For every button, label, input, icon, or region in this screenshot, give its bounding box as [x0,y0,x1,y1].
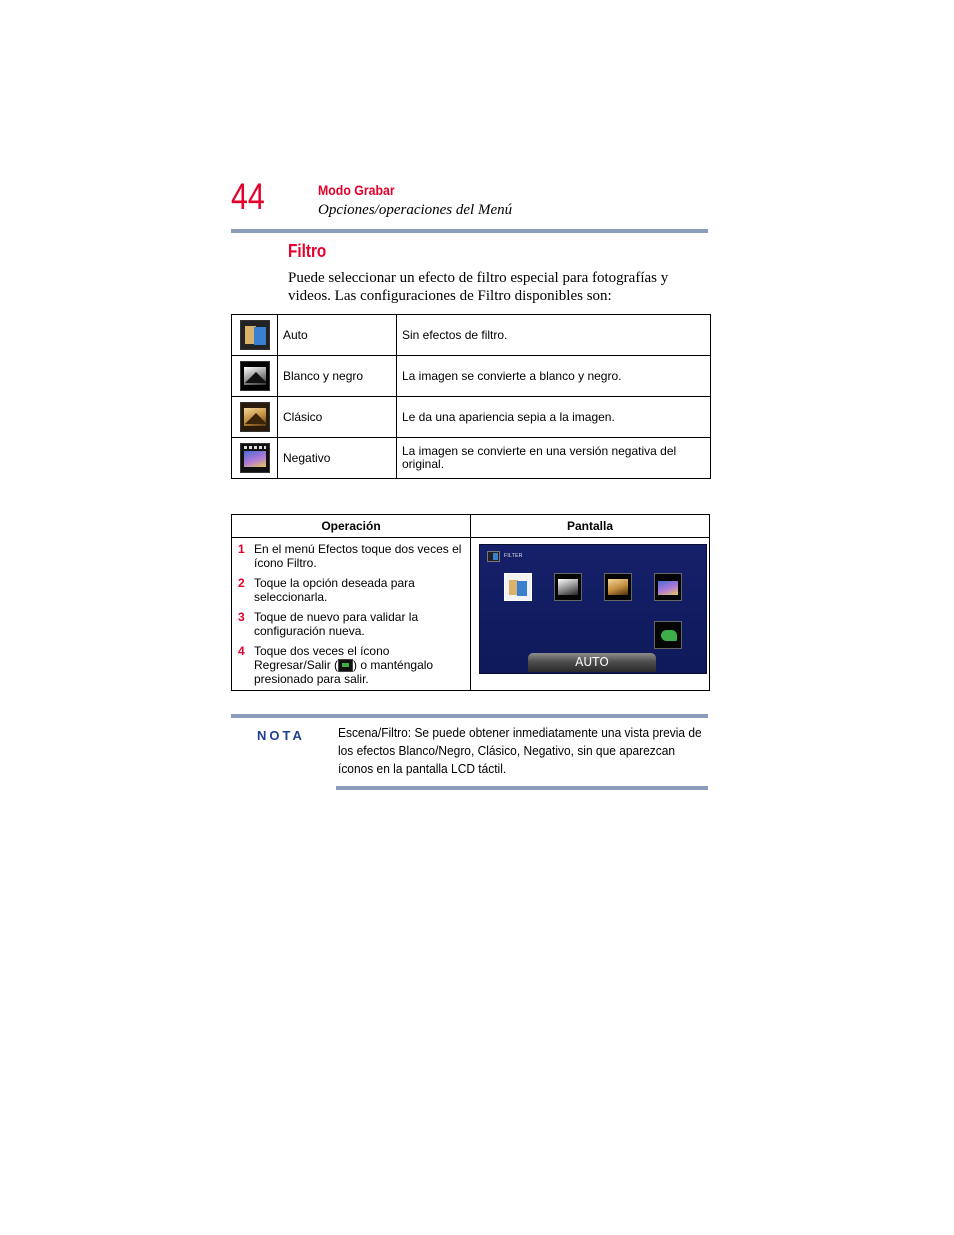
table-row [232,438,711,479]
icon-cell [232,397,278,438]
camera-screen [479,544,707,674]
auto-filter-icon[interactable] [504,573,532,601]
screen-title: FILTER [504,553,523,559]
subsection-title: Opciones/operaciones del Menú [318,202,513,218]
classic-filter-icon [240,402,270,432]
filter-menu-icon [487,551,500,562]
section-title: Modo Grabar [318,182,395,198]
operation-header: Operación [232,515,471,538]
back-exit-icon[interactable] [654,621,682,649]
table-row [232,538,710,691]
back-exit-icon [338,659,353,672]
steps-list [232,538,470,690]
filter-description: Le da una apariencia sepia a la imagen. [397,397,711,438]
table-row [232,315,711,356]
step-text: Toque de nuevo para validar la configuración nueva. [254,610,419,638]
auto-filter-icon [240,320,270,350]
filter-name: Clásico [278,397,397,438]
icon-cell [232,438,278,479]
step-number: 4 [238,644,245,658]
filter-description: La imagen se convierte a blanco y negro. [397,356,711,397]
step-text: Toque dos veces el ícono Regresar/Salir ( [254,644,390,672]
step-text: Toque la opción deseada para seleccionarla. [254,576,415,604]
black-white-filter-icon[interactable] [554,573,582,601]
intro-paragraph: Puede seleccionar un efecto de filtro especial para fotografías y videos. Las configuraciones de Filtro disponibles son: [288,270,669,304]
list-item [236,644,464,686]
filter-description: Sin efectos de filtro. [397,315,711,356]
filter-name: Blanco y negro [278,356,397,397]
black-white-filter-icon [240,361,270,391]
selected-option-label: AUTO [528,653,656,672]
table-row [232,356,711,397]
classic-filter-icon[interactable] [604,573,632,601]
step-number: 3 [238,610,245,624]
screen-header: Pantalla [471,515,710,538]
negative-filter-icon[interactable] [654,573,682,601]
filter-name: Negativo [278,438,397,479]
page-number: 44 [231,176,265,217]
list-item [236,542,464,570]
note-label: NOTA [257,728,305,743]
step-number: 2 [238,576,245,590]
filter-description: La imagen se convierte en una versión negativa del original. [397,438,711,479]
operations-table [231,514,710,691]
filter-name: Auto [278,315,397,356]
table-row [232,397,711,438]
page-heading: Filtro [288,241,327,261]
step-text: ) o manténgalo presionado para salir. [254,658,434,687]
list-item [236,610,464,638]
filter-options-table [231,314,711,479]
negative-filter-icon [240,443,270,473]
note-bottom-rule [336,786,708,790]
step-number: 1 [238,542,245,556]
screen-cell [471,538,710,691]
header-rule [231,229,708,233]
icon-cell [232,315,278,356]
note-rule [231,714,708,718]
table-header-row [232,515,710,538]
steps-cell [232,538,471,691]
note-text: Escena/Filtro: Se puede obtener inmediatamente una vista previa de los efectos Blanco/Negro, Clásico, Negativo, sin que aparezcan íconos en la pantalla LCD táctil. [338,725,702,776]
step-text: En el menú Efectos toque dos veces el ícono Filtro. [254,542,462,570]
icon-cell [232,356,278,397]
list-item [236,576,464,604]
